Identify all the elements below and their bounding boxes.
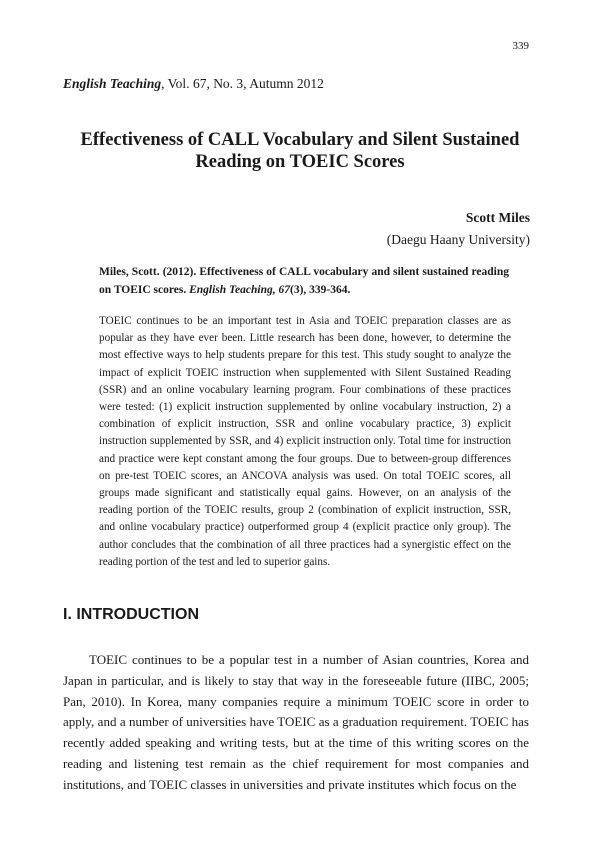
citation-text: Miles, Scott. (2012). Effectiveness of CALL vocabulary and silent sustained reading on TOEIC scores. (99, 266, 509, 296)
intro-paragraph: TOEIC continues to be a popular test in a number of Asian countries, Korea and Japan in particular, and is likely to stay that way in the foreseeable future (IIBC, 2005; Pan, 2010). In Korea, many companies require a minimum TOEIC score in order to apply, and a number of universities have TOEIC as a graduation requirement. TOEIC has recently added speaking and writing tests, but at the time of this writing scores on the reading and listening test remain as the chief requirement for most companies and institutions, and TOEIC classes in universities and private institutes which focus on the (63, 652, 529, 792)
citation-issue: (3), 339-364. (289, 284, 351, 296)
title-line-2: Reading on TOEIC Scores (195, 152, 405, 172)
author-block (387, 207, 530, 251)
journal-volume-info: , Vol. 67, No. 3, Autumn 2012 (161, 76, 324, 91)
author-affiliation: (Daegu Haany University) (386, 232, 530, 247)
author-name: Scott Miles (465, 210, 530, 225)
journal-header (63, 76, 324, 92)
abstract: TOEIC continues to be an important test in Asia and TOEIC preparation classes are as popular as they have ever been. Little research has been done, however, to determine the most effective ways to help students prepare for this test. This study sought to analyze the impact of explicit TOEIC instruction when supplemented with Silent Sustained Reading (SSR) and an online vocabulary learning program. Four combinations of these practices were tested: (1) explicit instruction supplemented by online vocabulary instruction, 2) a combination of explicit instruction, SSR and online vocabulary practice, 3) explicit instruction supplemented by SSR, and 4) explicit instruction only. Total time for instruction and practice were kept constant among the four groups. Due to between-group differences on pre-test TOEIC scores, an ANCOVA analysis was used. On total TOEIC scores, all groups made significant and statistically equal gains. However, on an analysis of the reading portion of the TOEIC results, group 2 (combination of explicit instruction, SSR, and online vocabulary practice) outperformed group 4 (explicit practice only group). The author concludes that the combination of all three practices had a synergistic effect on the reading portion of the test and led to superior gains. (99, 315, 511, 568)
citation-journal: English Teaching, 67 (189, 284, 290, 296)
title-line-1: Effectiveness of CALL Vocabulary and Silent Sustained (80, 130, 520, 150)
introduction-body (63, 650, 529, 796)
citation (99, 263, 509, 299)
paper-title (40, 129, 560, 173)
journal-name: English Teaching (63, 76, 162, 91)
section-heading: I. INTRODUCTION (63, 606, 199, 623)
page-number: 339 (512, 40, 529, 52)
